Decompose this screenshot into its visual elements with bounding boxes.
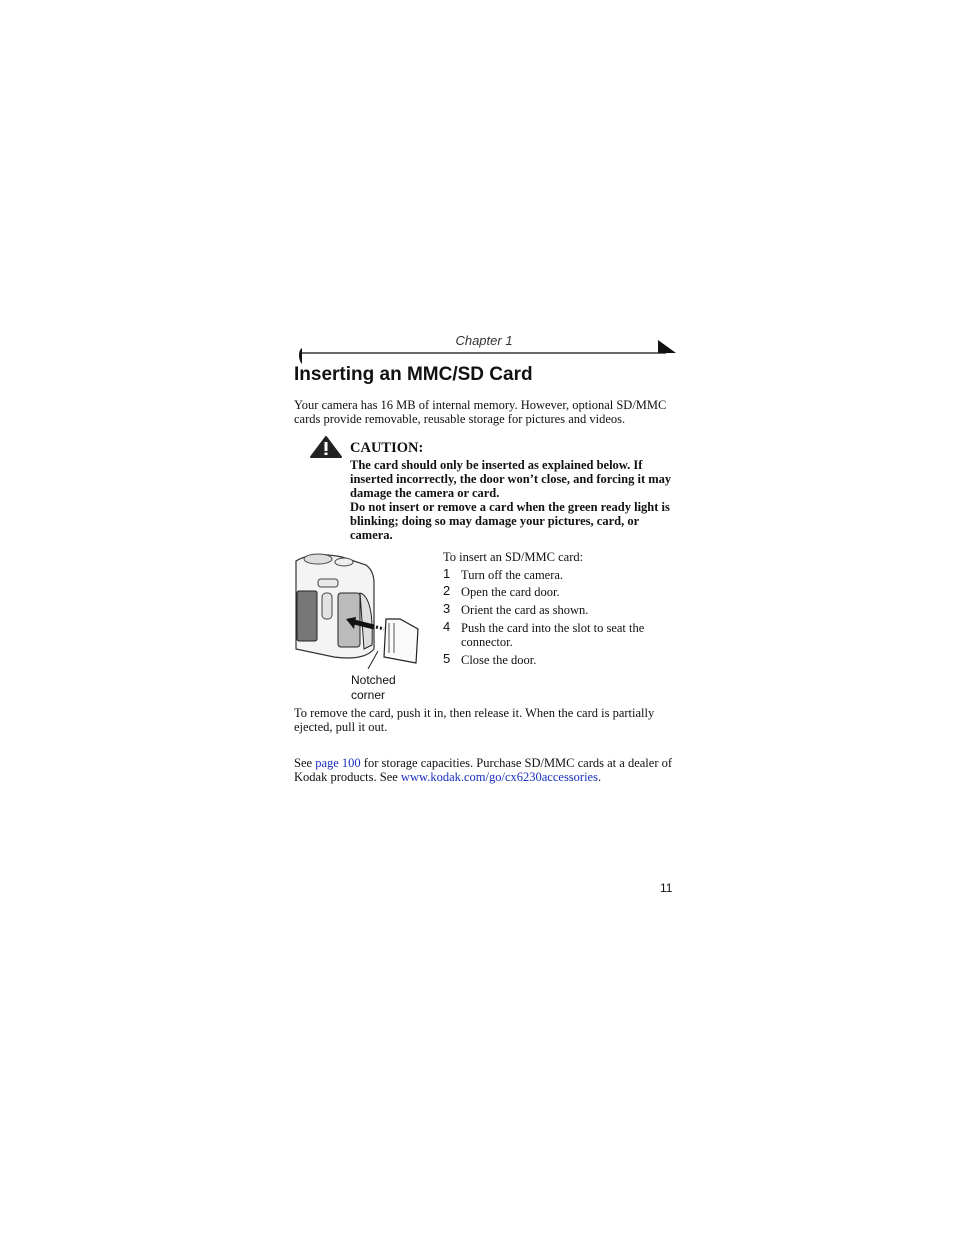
- step-text: Turn off the camera.: [461, 568, 564, 582]
- storage-text-middle: for storage capacities. Purchase SD/MMC cards at a dealer of Kodak products. See: [294, 756, 673, 784]
- step-item: [443, 568, 683, 582]
- step-number: 1: [443, 566, 451, 581]
- step-text: Push the card into the slot to seat the connector.: [461, 621, 645, 649]
- step-item: [443, 653, 683, 667]
- step-number: 5: [443, 651, 451, 666]
- step-number: 2: [443, 583, 451, 598]
- intro-paragraph: Your camera has 16 MB of internal memory. However, optional SD/MMC cards provide removable, reusable storage for pictures and videos.: [294, 398, 667, 426]
- step-item: [443, 585, 683, 599]
- remove-paragraph: To remove the card, push it in, then release it. When the card is partially ejected, pull it out.: [294, 706, 655, 734]
- header-rule: [296, 340, 680, 366]
- caution-icon: [310, 436, 342, 458]
- step-text: Orient the card as shown.: [461, 603, 589, 617]
- kodak-accessories-link[interactable]: www.kodak.com/go/cx6230accessories: [400, 770, 598, 784]
- step-number: 3: [443, 601, 451, 616]
- chapter-label: Chapter 1: [455, 333, 513, 348]
- steps-intro: To insert an SD/MMC card:: [443, 550, 584, 564]
- caution-label: CAUTION:: [350, 440, 424, 456]
- camera-card-illustration: [294, 549, 434, 669]
- step-item: [443, 603, 683, 617]
- step-text: Close the door.: [461, 653, 537, 667]
- storage-text-before: See: [294, 756, 316, 770]
- page-100-link[interactable]: page 100: [315, 756, 361, 770]
- storage-paragraph: [294, 756, 678, 784]
- page-number: 11: [660, 881, 673, 895]
- figure-caption-line-2: corner: [351, 688, 386, 702]
- figure-caption: [351, 673, 396, 703]
- caution-line-1: The card should only be inserted as explained below. If inserted incorrectly, the door won’t close, and forcing it may damage the camera or card.: [350, 458, 672, 500]
- page-title: Inserting an MMC/SD Card: [294, 364, 533, 385]
- step-text: Open the card door.: [461, 585, 560, 599]
- figure-caption-line-1: Notched: [351, 673, 396, 687]
- caution-line-2: Do not insert or remove a card when the green ready light is blinking; doing so may damage your pictures, card, or camera.: [350, 500, 670, 542]
- step-item: [443, 621, 683, 649]
- caution-text: [350, 458, 680, 542]
- step-number: 4: [443, 619, 451, 634]
- storage-text-after: .: [597, 770, 602, 784]
